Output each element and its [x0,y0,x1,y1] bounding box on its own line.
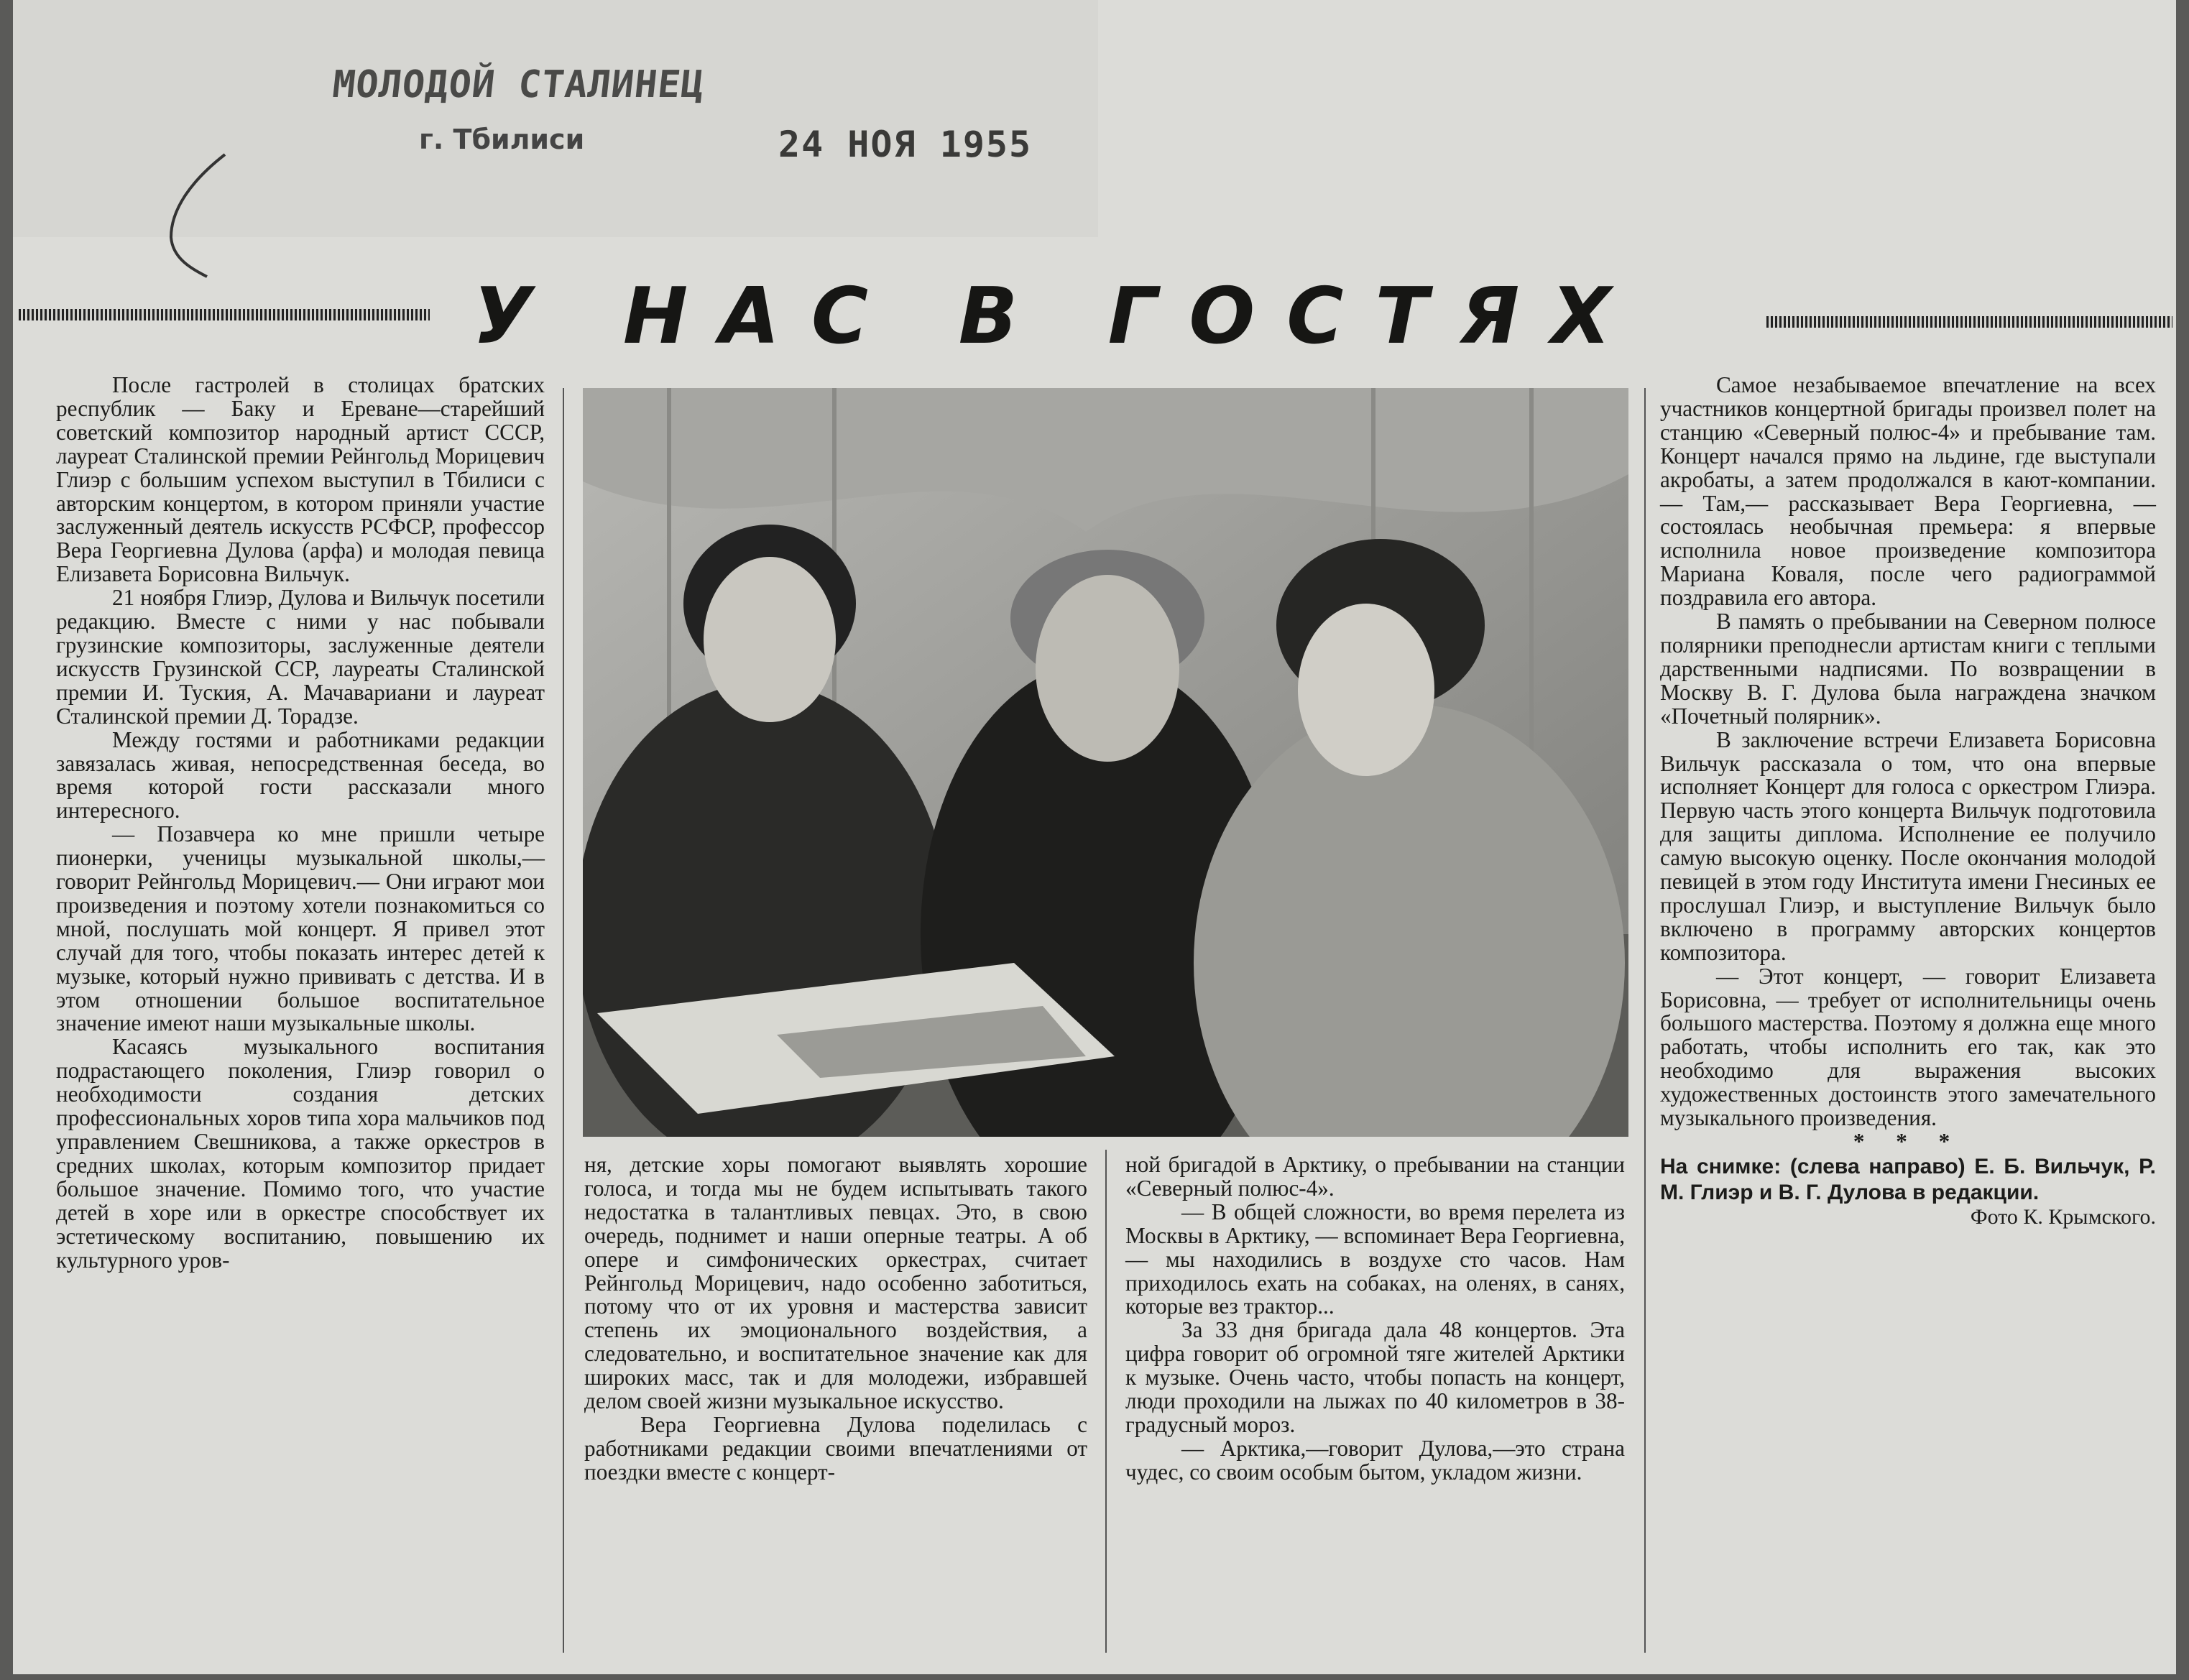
paragraph: После гастролей в столицах братских республик — Баку и Ереване—старейший советский композитор народный артист СССР, лауреат Сталинской премии Рейнгольд Морицевич Глиэр с большим успехом выступил в Тбилиси с авторским концертом, в котором приняли участие заслуженный деятель искусств РСФСР, профессор Вера Георгиевна Дулова (арфа) и молодая певица Елизавета Борисовна Вильчук. [56,372,545,587]
pencil-mark [164,151,229,295]
paragraph: Вера Георгиевна Дулова поделилась с работниками редакции своими впечатлениями от поездки вместе с концерт- [584,1411,1087,1485]
paragraph: 21 ноября Глиэр, Дулова и Вильчук посетили редакцию. Вместе с ними у нас побывали грузинские композиторы, заслуженные деятели искусств Грузинской ССР, лауреаты Сталинской премии И. Туския, А. Мачавариани и лауреат Сталинской премии Д. Торадзе. [56,585,545,729]
paragraph: — Арктика,—говорит Дулова,—это страна чудес, со своим особым бытом, укладом жизни. [1125,1435,1625,1485]
column-3 [1125,1153,1625,1485]
paragraph: Касаясь музыкального воспитания подрастающего поколения, Глиэр говорил о необходимости создания детских профессиональных хоров типа хора мальчиков под управлением Свешникова, а также оркестров в средних школах, которым композитор придает большое значение. Помимо того, что участие детей в хоре или в оркестре способствует их эстетическому воспитанию, повышению их культурного уров- [56,1034,545,1273]
city-stamp: г. Тбилиси [419,124,585,155]
headline-rule-left [19,309,430,320]
paragraph: За 33 дня бригада дала 48 концертов. Эта цифра говорит об огромной тяге жителей Арктики к музыке. Очень часто, чтобы попасть на концерт, люди проходили на лыжах по 40 километров в 38-градусный мороз. [1125,1317,1625,1437]
column-divider [563,388,564,1653]
paragraph: ня, детские хоры помогают выявлять хорошие голоса, и тогда мы не будем испытывать такого недостатка в талантливых певцах. Это, в свою очередь, поднимет и наши оперные театры. А об опере и симфонических оркестрах, считает Рейнгольд Морицевич, надо особенно заботиться, потому что от их уровня и мастерства зависит степень их эмоционального воздействия, а следовательно, и воспитательное значение как для широких масс, так и для молодежи, избравшей делом своей жизни музыкальное искусство. [584,1152,1087,1414]
date-stamp: 24 НОЯ 1955 [778,124,1033,165]
photo-image [583,388,1628,1137]
headline: У НАС В ГОСТЯХ [473,272,1643,361]
paragraph: — Этот концерт, — говорит Елизавета Борисовна, — требует от исполнительницы очень большого мастерства. Поэтому я должна еще много работать, чтобы исполнить его так, как это необходимо для выражения высоких художественных достоинств этого замечательного музыкального произведения. [1660,963,2156,1131]
paragraph: ной бригадой в Арктику, о пребывании на станции «Северный полюс-4». [1125,1152,1625,1201]
newspaper-clipping [13,0,2176,1674]
column-1 [56,374,545,1272]
column-2 [584,1153,1087,1485]
paragraph: Самое незабываемое впечатление на всех участников концертной бригады произвел полет на станцию «Северный полюс-4» и пребывание там. Концерт начался прямо на льдине, где выступали акробаты, а затем продолжался в кают-компании. — Там,— рассказывает Вера Георгиевна, — состоялась необычная премьера: я впервые исполнила новое произведение композитора Мариана Коваля, после чего радиограммой поздравила его автора. [1660,372,2156,611]
group-photo [583,388,1628,1137]
paragraph: В заключение встречи Елизавета Борисовна Вильчук рассказала о том, что она впервые исполняет Концерт для голоса с оркестром Глиэра. Первую часть этого концерта Вильчук подготовила для защиты диплома. Исполнение ее получило самую высокую оценку. После окончания молодой певицей в этом году Института имени Гнесиных ее прослушал Глиэр, и выступление Вильчук было включено в программу авторских концертов композитора. [1660,726,2156,965]
caption-separator: * * * [1853,1129,1963,1154]
photo-caption: На снимке: (слева направо) Е. Б. Вильчук, Р. М. Глиэр и В. Г. Дулова в редакции. [1660,1154,2156,1204]
paragraph: В память о пребывании на Северном полюсе полярники преподнесли артистам книги с теплыми дарственными надписями. По возвращении в Москву В. Г. Дулова была награждена значком «Почетный полярник». [1660,609,2156,729]
newspaper-name-stamp: МОЛОДОЙ СТАЛИНЕЦ [330,63,707,106]
paragraph: Между гостями и работниками редакции завязалась живая, непосредственная беседа, во время которой гости рассказали много интересного. [56,726,545,823]
headline-rule-right [1766,316,2172,328]
photo-credit: Фото К. Крымского. [1970,1204,2156,1229]
column-divider [1644,388,1646,1653]
paragraph: — В общей сложности, во время перелета из Москвы в Арктику, — вспоминает Вера Георгиевна, — мы находились в воздухе сто часов. Нам приходилось ехать на собаках, на оленях, в санях, которые вез трактор... [1125,1199,1625,1319]
column-4 [1660,374,2156,1229]
paragraph: — Позавчера ко мне пришли четыре пионерки, ученицы музыкальной школы,— говорит Рейнгольд Морицевич.— Они играют мои произведения и поэтому хотели познакомиться со мной, послушать мой концерт. Я привел этот случай для того, чтобы показать интерес детей к музыке, который нужно прививать с детства. И в этом отношении большое воспитательное значение имеют наши музыкальные школы. [56,821,545,1036]
column-divider [1105,1150,1107,1653]
